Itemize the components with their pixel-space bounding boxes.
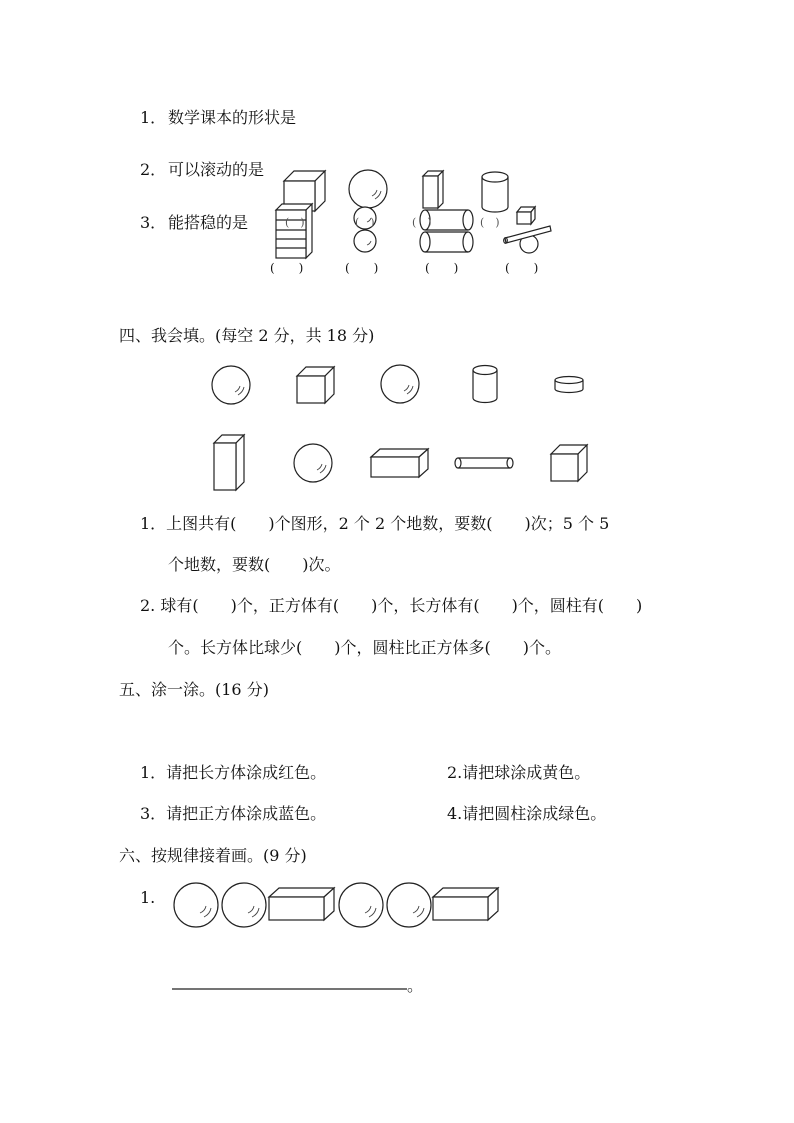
s5-item1: 1．请把长方体涂成红色。 bbox=[140, 763, 327, 782]
q3-2-number: 2． bbox=[140, 160, 167, 179]
s4-q2-line2: 个。长方体比球少( )个，圆柱比正方体多( )个。 bbox=[168, 638, 561, 657]
s6-sphere-1-icon bbox=[174, 883, 218, 927]
s6-q1-number: 1. bbox=[140, 888, 156, 907]
s6-sphere-4-icon bbox=[387, 883, 431, 927]
q3-paren-1: ( ) bbox=[270, 261, 304, 275]
s4-q1-line1: 1．上图共有( )个图形，2 个 2 个地数，要数( )次；5 个 5 bbox=[140, 514, 610, 533]
s6-cuboid-1-icon bbox=[269, 888, 334, 920]
s4-q1-line2: 个地数，要数( )次。 bbox=[168, 555, 341, 574]
s6-sphere-2-icon bbox=[222, 883, 266, 927]
q2-paren-3: ( ) bbox=[412, 216, 432, 229]
s5-item4: 4.请把圆柱涂成绿色。 bbox=[447, 804, 607, 823]
q2-paren-4: ( ) bbox=[480, 216, 500, 229]
q3-paren-4: ( ) bbox=[505, 261, 539, 275]
s6-cuboid-2-icon bbox=[433, 888, 498, 920]
s6-end-mark: 。 bbox=[407, 976, 424, 995]
s5-item3: 3．请把正方体涂成蓝色。 bbox=[140, 804, 327, 823]
q2-paren-2: ( ) bbox=[355, 216, 375, 229]
q2-paren-1: ( ) bbox=[285, 216, 305, 229]
s4-q2-line1: 2. 球有( )个，正方体有( )个，长方体有( )个，圆柱有( ) bbox=[140, 596, 643, 615]
q3-1-text: 数学课本的形状是 bbox=[168, 108, 297, 127]
q3-paren-3: ( ) bbox=[425, 261, 459, 275]
q3-3-text: 能搭稳的是 bbox=[168, 213, 249, 232]
section6-heading: 六、按规律接着画。(9 分) bbox=[119, 846, 307, 865]
q3-1-number: 1． bbox=[140, 108, 167, 127]
s5-item2: 2.请把球涂成黄色。 bbox=[447, 763, 591, 782]
q3-2-text: 可以滚动的是 bbox=[168, 160, 265, 179]
s6-sphere-3-icon bbox=[339, 883, 383, 927]
section4-heading: 四、我会填。(每空 2 分，共 18 分) bbox=[119, 326, 375, 345]
q3-3-number: 3． bbox=[140, 213, 167, 232]
q3-paren-2: ( ) bbox=[345, 261, 379, 275]
section5-heading: 五、涂一涂。(16 分) bbox=[119, 680, 269, 699]
